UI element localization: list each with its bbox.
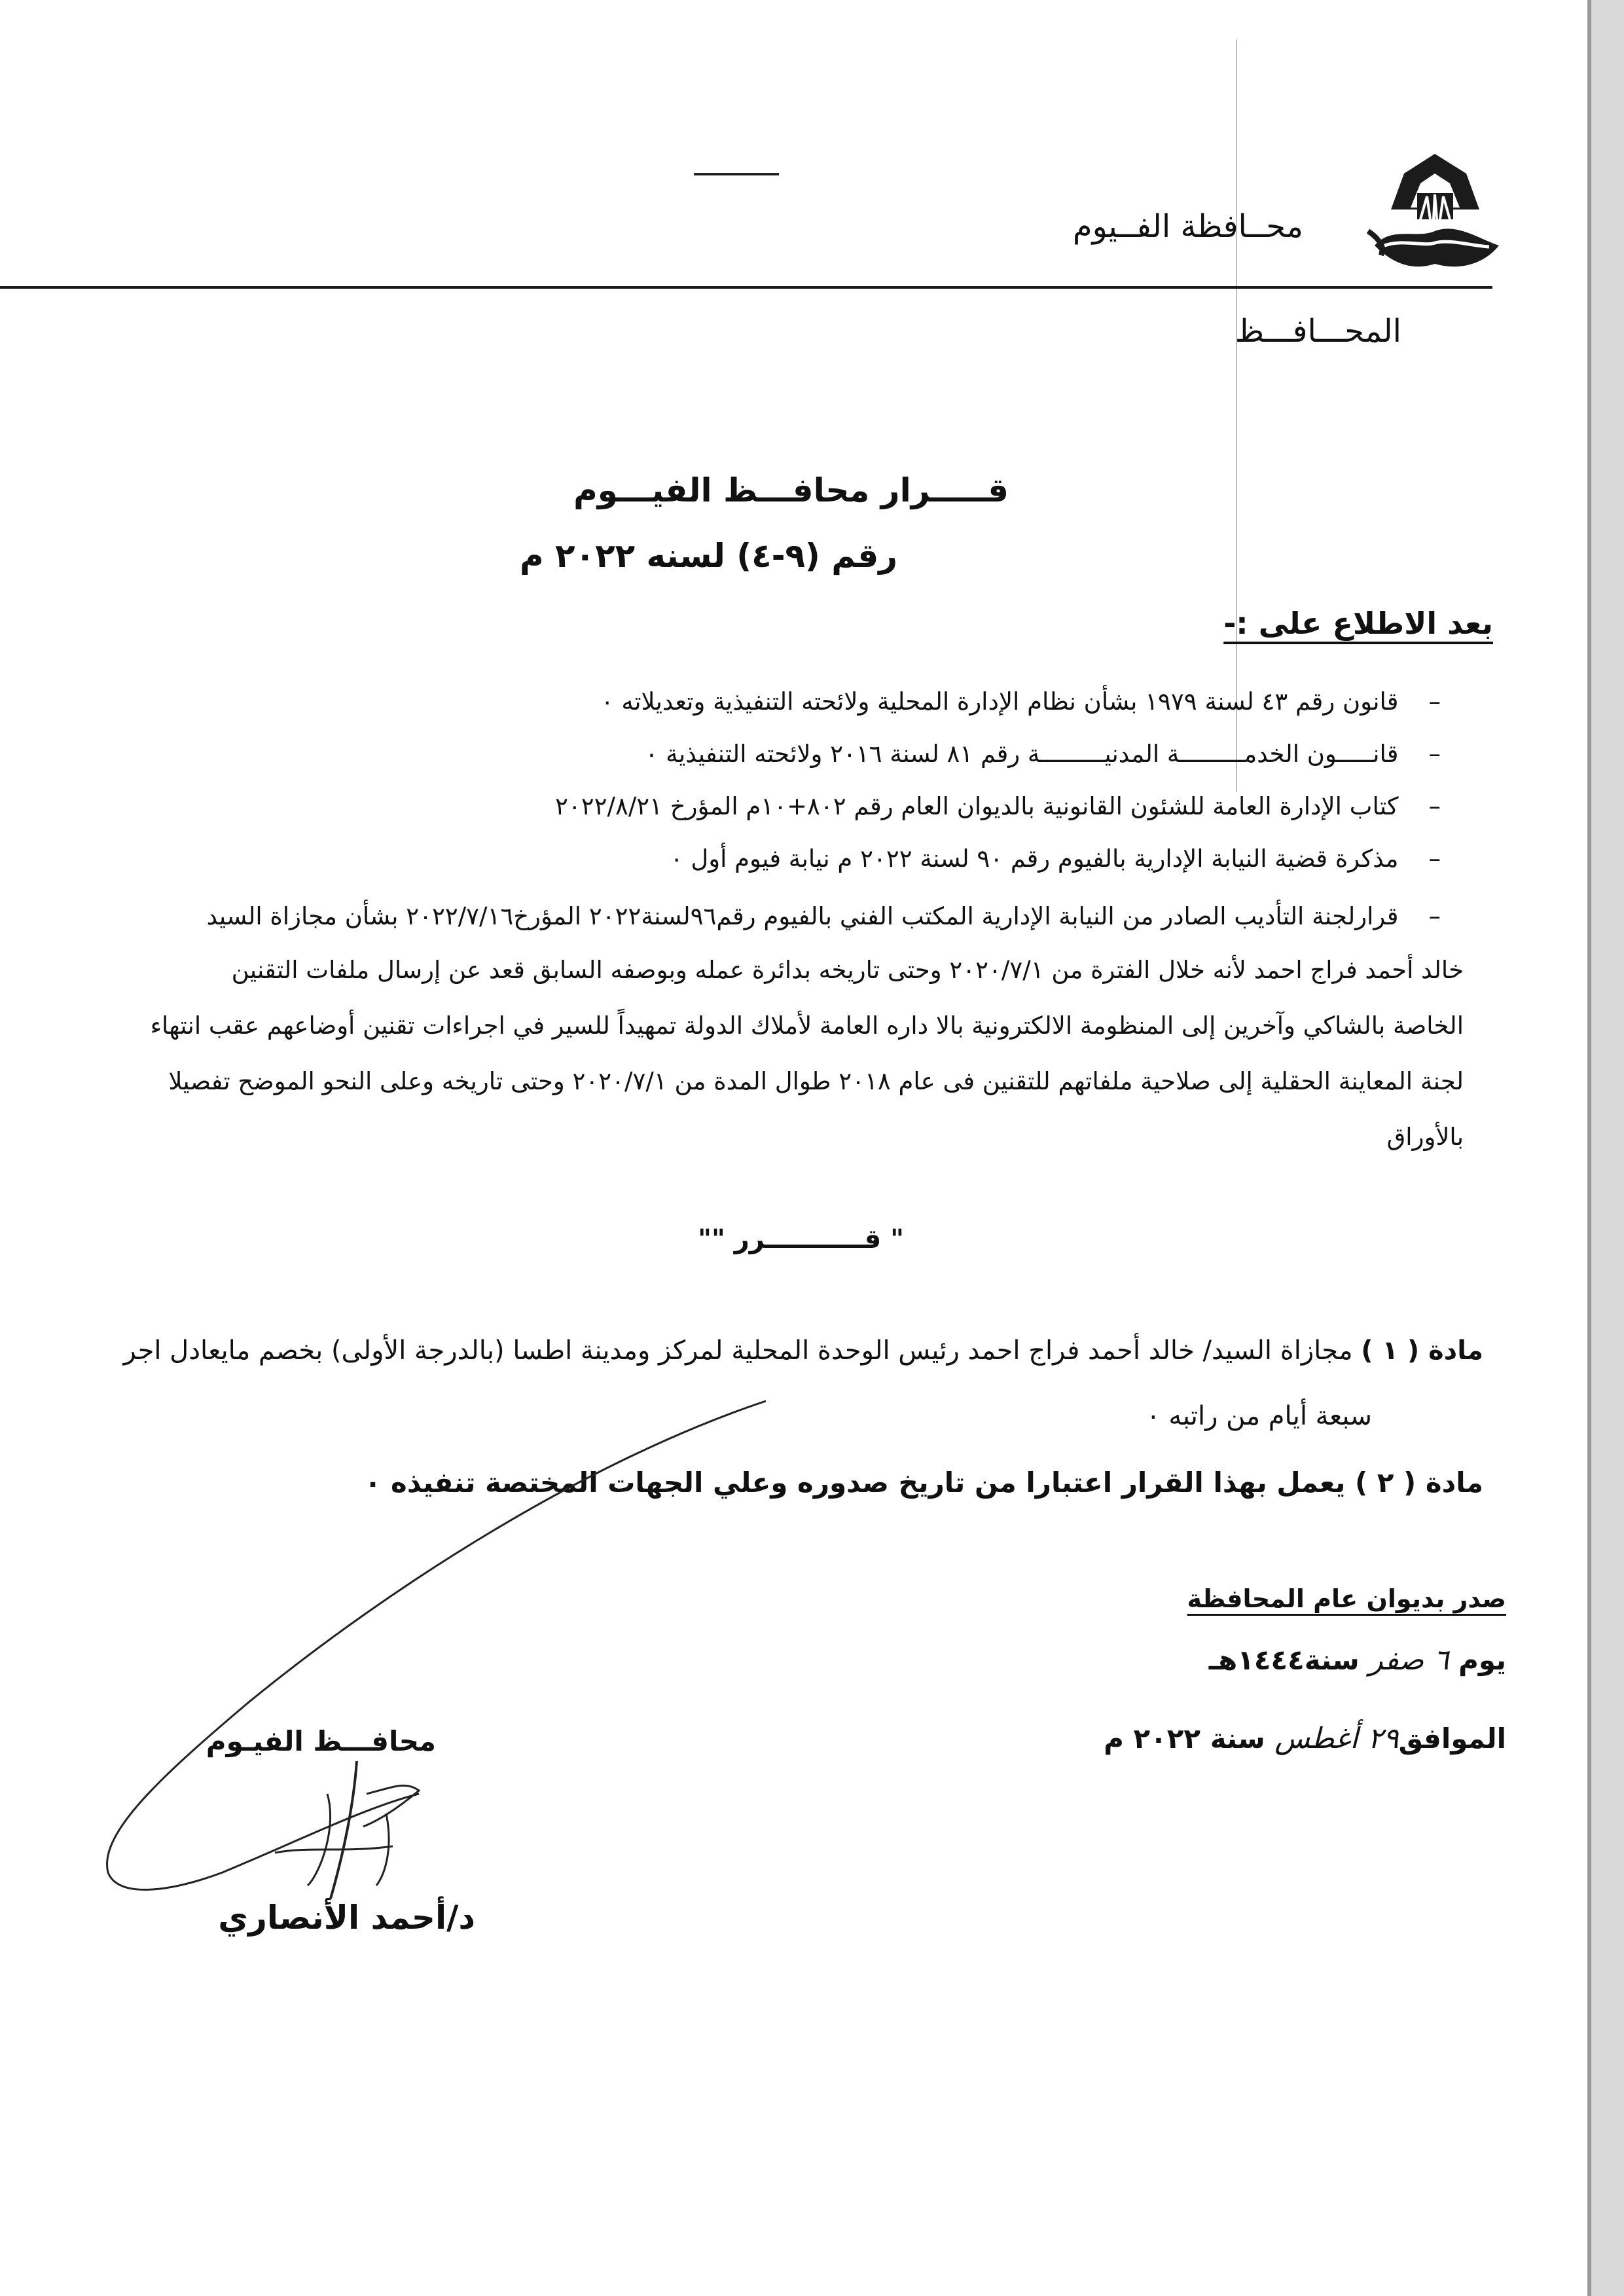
article-1-continuation: سبعة أيام من راتبه ٠ [1146, 1401, 1372, 1431]
list-dash: – [1428, 740, 1441, 768]
gregorian-year: سنة ٢٠٢٢ م [1104, 1722, 1265, 1755]
reference-text: مذكرة قضية النيابة الإدارية بالفيوم رقم ٩٠ لسنة ٢٠٢٢ م نيابة فيوم أول ٠ [670, 845, 1399, 873]
list-dash: – [1428, 687, 1441, 716]
signatory-name: د/أحمد الأنصاري [218, 1899, 475, 1937]
fold-line [1236, 39, 1237, 792]
reference-text: كتاب الإدارة العامة للشئون القانونية بالديوان العام رقم ٨٠٢+١٠م المؤرخ ٢٠٢٢/٨/٢١ [554, 792, 1399, 820]
article-label: مادة ( ١ ) [1361, 1336, 1483, 1366]
issued-at: صدر بديوان عام المحافظة [1187, 1584, 1506, 1613]
gregorian-month-handwritten: أغطس [1274, 1722, 1358, 1755]
article-text: يعمل بهذا القرار اعتبارا من تاريخ صدوره وعلي الجهات المختصة تنفيذه ٠ [364, 1467, 1346, 1499]
scan-mark [694, 173, 779, 175]
reference-text: قرارلجنة التأديب الصادر من النيابة الإدارية المكتب الفني بالفيوم رقم٩٦لسنة٢٠٢٢ المؤرخ٢٠٢٢/٧/١٦ بشأن مجازاة السيد [206, 902, 1399, 930]
reference-continuation-line: خالد أحمد فراج احمد لأنه خلال الفترة من ٢٠٢٠/٧/١ وحتى تاريخه بدائرة عمله وبوصفه السابق قعد عن إرسال ملفات التقنين [231, 956, 1464, 984]
reference-text: قانون رقم ٤٣ لسنة ١٩٧٩ بشأن نظام الإدارة المحلية ولائحته التنفيذية وتعديلاته ٠ [600, 687, 1399, 716]
gregorian-label: الموافق [1398, 1722, 1506, 1755]
reference-item [645, 740, 1441, 768]
office-name: المحـــافـــظ [1235, 313, 1401, 350]
governorate-name: محــافظة الفــيوم [1072, 208, 1303, 245]
gregorian-day-handwritten: ٢٩ [1367, 1722, 1399, 1755]
signatory-title: محافـــظ الفيـوم [206, 1725, 436, 1757]
reference-text: قانـــــون الخدمـــــــــة المدنيـــــــــة رقم ٨١ لسنة ٢٠١٦ ولائحته التنفيذية ٠ [645, 740, 1399, 768]
hijri-day-label: يوم [1458, 1644, 1506, 1676]
hijri-year: سنة١٤٤٤هـ [1208, 1644, 1360, 1676]
reference-continuation-line: لجنة المعاينة الحقلية إلى صلاحية ملفاتهم للتقنين فى عام ٢٠١٨ طوال المدة من ٢٠٢٠/٧/١ وحتى تاريخه وعلى النحو الموضح تفصيلا [168, 1067, 1464, 1095]
hijri-day-handwritten: ٦ [1433, 1643, 1449, 1677]
decision-title: قـــــرار محافـــظ الفيـــوم [573, 471, 1009, 509]
hijri-date [1209, 1643, 1506, 1677]
list-dash: – [1428, 845, 1441, 873]
reference-item [555, 792, 1441, 820]
reference-item [207, 902, 1441, 930]
article-2 [365, 1467, 1483, 1499]
list-dash: – [1428, 902, 1441, 930]
article-text: مجازاة السيد/ خالد أحمد فراج احمد رئيس الوحدة المحلية لمركز ومدينة اطسا (بالدرجة الأولى) بخصم مايعادل اجر [123, 1336, 1353, 1366]
reference-item [601, 687, 1441, 716]
scan-edge [1587, 0, 1624, 2296]
gregorian-date [1104, 1722, 1506, 1755]
hijri-month-handwritten: صفر [1369, 1643, 1424, 1677]
article-label: مادة ( ٢ ) [1354, 1467, 1483, 1499]
reference-continuation-line: الخاصة بالشاكي وآخرين إلى المنظومة الالكترونية بالا داره العامة لأملاك الدولة تمهيداً للسير في اجراءات تقنين أوضاعهم عقب انتهاء [150, 1011, 1464, 1040]
article-1 [124, 1336, 1483, 1366]
header-divider [0, 286, 1492, 289]
reference-continuation-line: بالأوراق [1386, 1123, 1464, 1151]
decides-heading: " قـــــــــــرر "" [698, 1224, 904, 1254]
preamble-heading: بعد الاطلاع على :- [1223, 606, 1493, 641]
governorate-seal-logo [1365, 147, 1506, 278]
list-dash: – [1428, 792, 1441, 820]
decision-number: رقم (٩-٤) لسنه ٢٠٢٢ م [519, 537, 897, 575]
reference-item [670, 845, 1441, 873]
